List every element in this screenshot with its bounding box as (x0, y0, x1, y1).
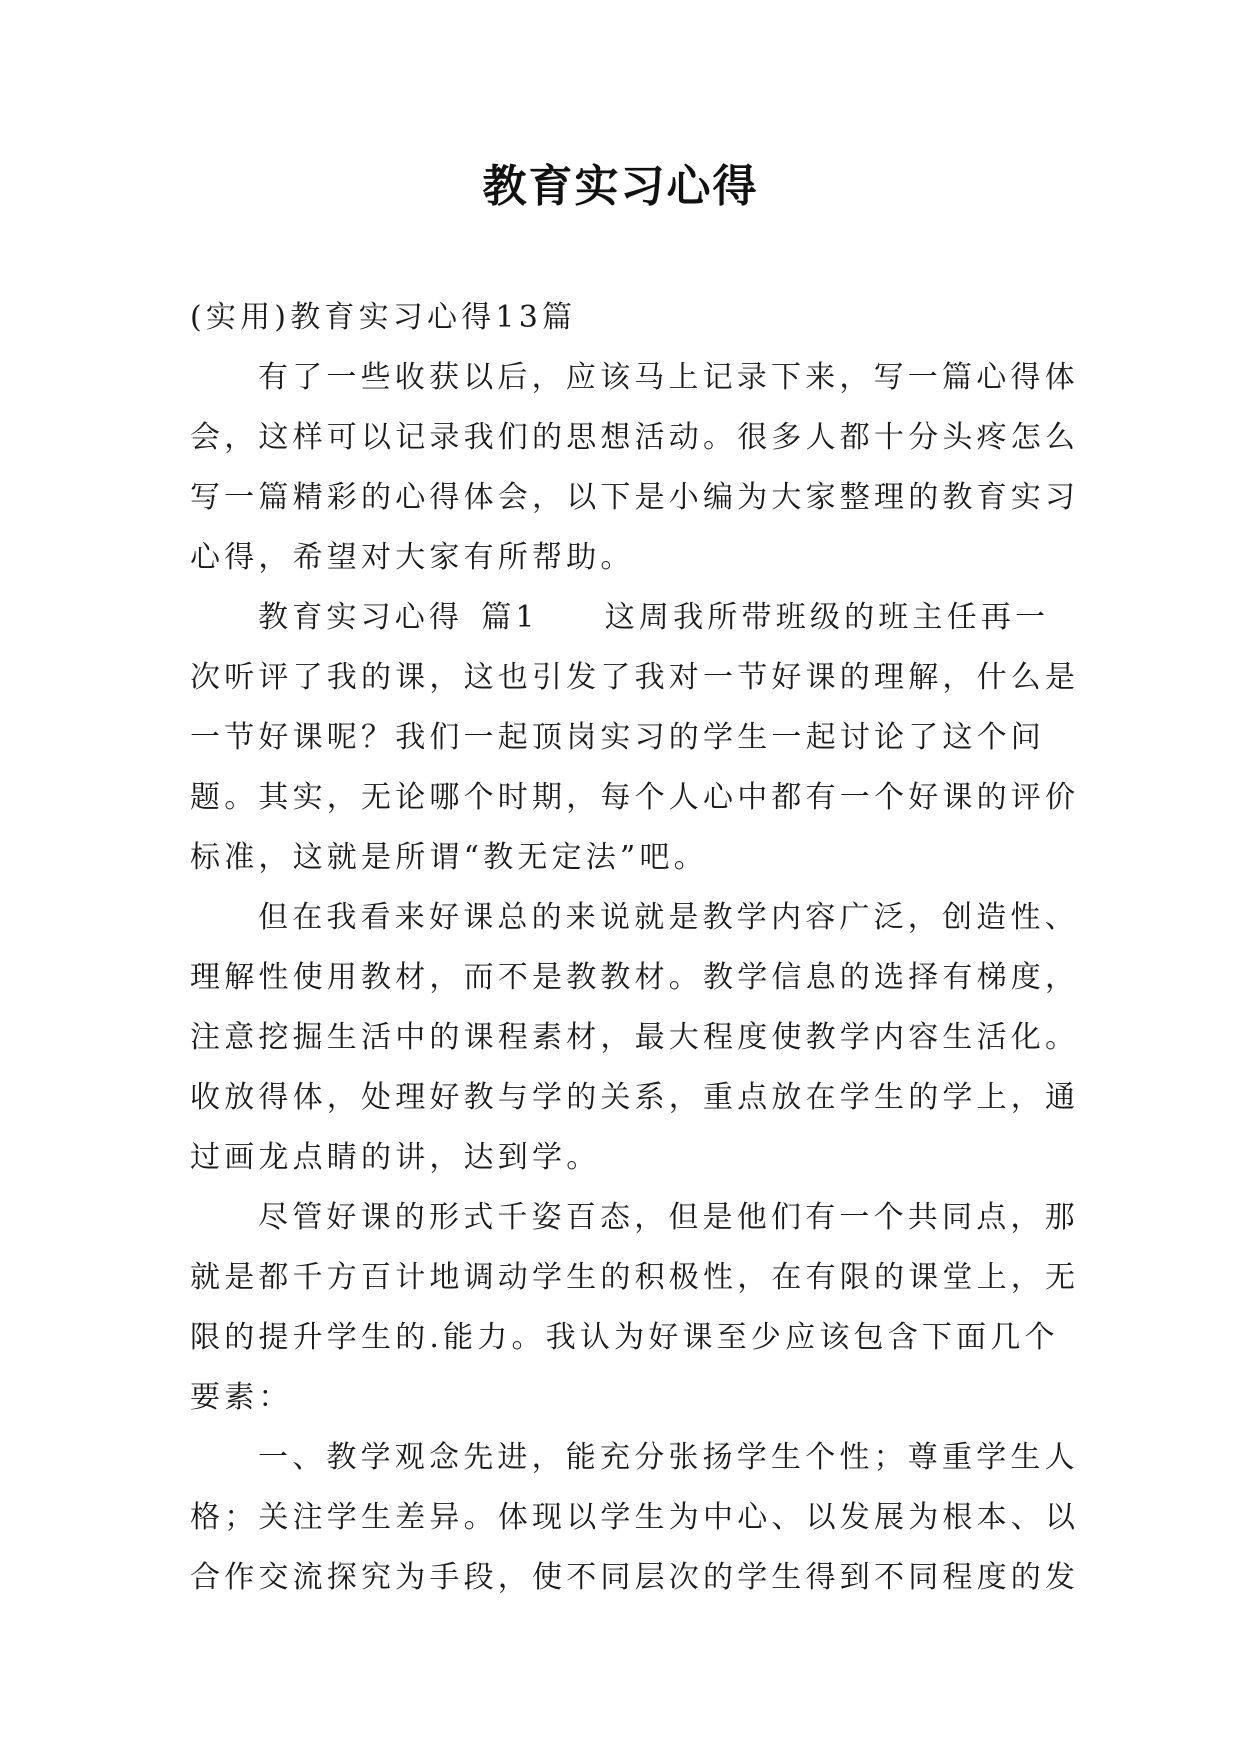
body-line: 过画龙点睛的讲，达到学。 (190, 1140, 601, 1175)
body-line: 格；关注学生差异。体现以学生为中心、以发展为根本、以 (190, 1500, 1080, 1535)
section-heading-name: 教育实习心得 (258, 600, 464, 635)
body-line: 收放得体，处理好教与学的关系，重点放在学生的学上，通 (190, 1080, 1080, 1115)
body-line: 一、教学观念先进，能充分张扬学生个性；尊重学生人 (258, 1440, 1079, 1475)
section-heading-number: 篇1 (481, 600, 539, 635)
body-line: 但在我看来好课总的来说就是教学内容广泛，创造性、 (258, 900, 1079, 935)
document-title: 教育实习心得 (482, 161, 759, 212)
body-line: 有了一些收获以后，应该马上记录下来，写一篇心得体 (258, 360, 1079, 395)
body-line: 要素： (190, 1380, 293, 1415)
body-line: 写一篇精彩的心得体会，以下是小编为大家整理的教育实习 (190, 480, 1080, 515)
body-line: 题。其实，无论哪个时期，每个人心中都有一个好课的评价 (190, 780, 1080, 815)
document-body (190, 288, 1080, 1608)
body-line: 这周我所带班级的班主任再一 (604, 600, 1050, 635)
body-line: 就是都千方百计地调动学生的积极性，在有限的课堂上，无 (190, 1260, 1080, 1295)
body-line: 标准，这就是所谓“教无定法”吧。 (190, 840, 708, 875)
body-line: 理解性使用教材，而不是教教材。教学信息的选择有梯度， (190, 960, 1080, 995)
body-line: 注意挖掘生活中的课程素材，最大程度使教学内容生活化。 (190, 1020, 1080, 1055)
body-line: 次听评了我的课，这也引发了我对一节好课的理解，什么是 (190, 660, 1080, 695)
body-line: 尽管好课的形式千姿百态，但是他们有一个共同点，那 (258, 1200, 1079, 1235)
body-line: 合作交流探究为手段，使不同层次的学生得到不同程度的发 (190, 1560, 1080, 1595)
document-subtitle: (实用)教育实习心得13篇 (190, 300, 577, 335)
body-line: 一节好课呢？我们一起顶岗实习的学生一起讨论了这个问 (190, 720, 1045, 755)
body-line: 会，这样可以记录我们的思想活动。很多人都十分头疼怎么 (190, 420, 1080, 455)
body-line: 心得，希望对大家有所帮助。 (190, 540, 635, 575)
section-heading-line (190, 588, 1050, 648)
body-line: 限的提升学生的.能力。我认为好课至少应该包含下面几个 (190, 1320, 1059, 1355)
